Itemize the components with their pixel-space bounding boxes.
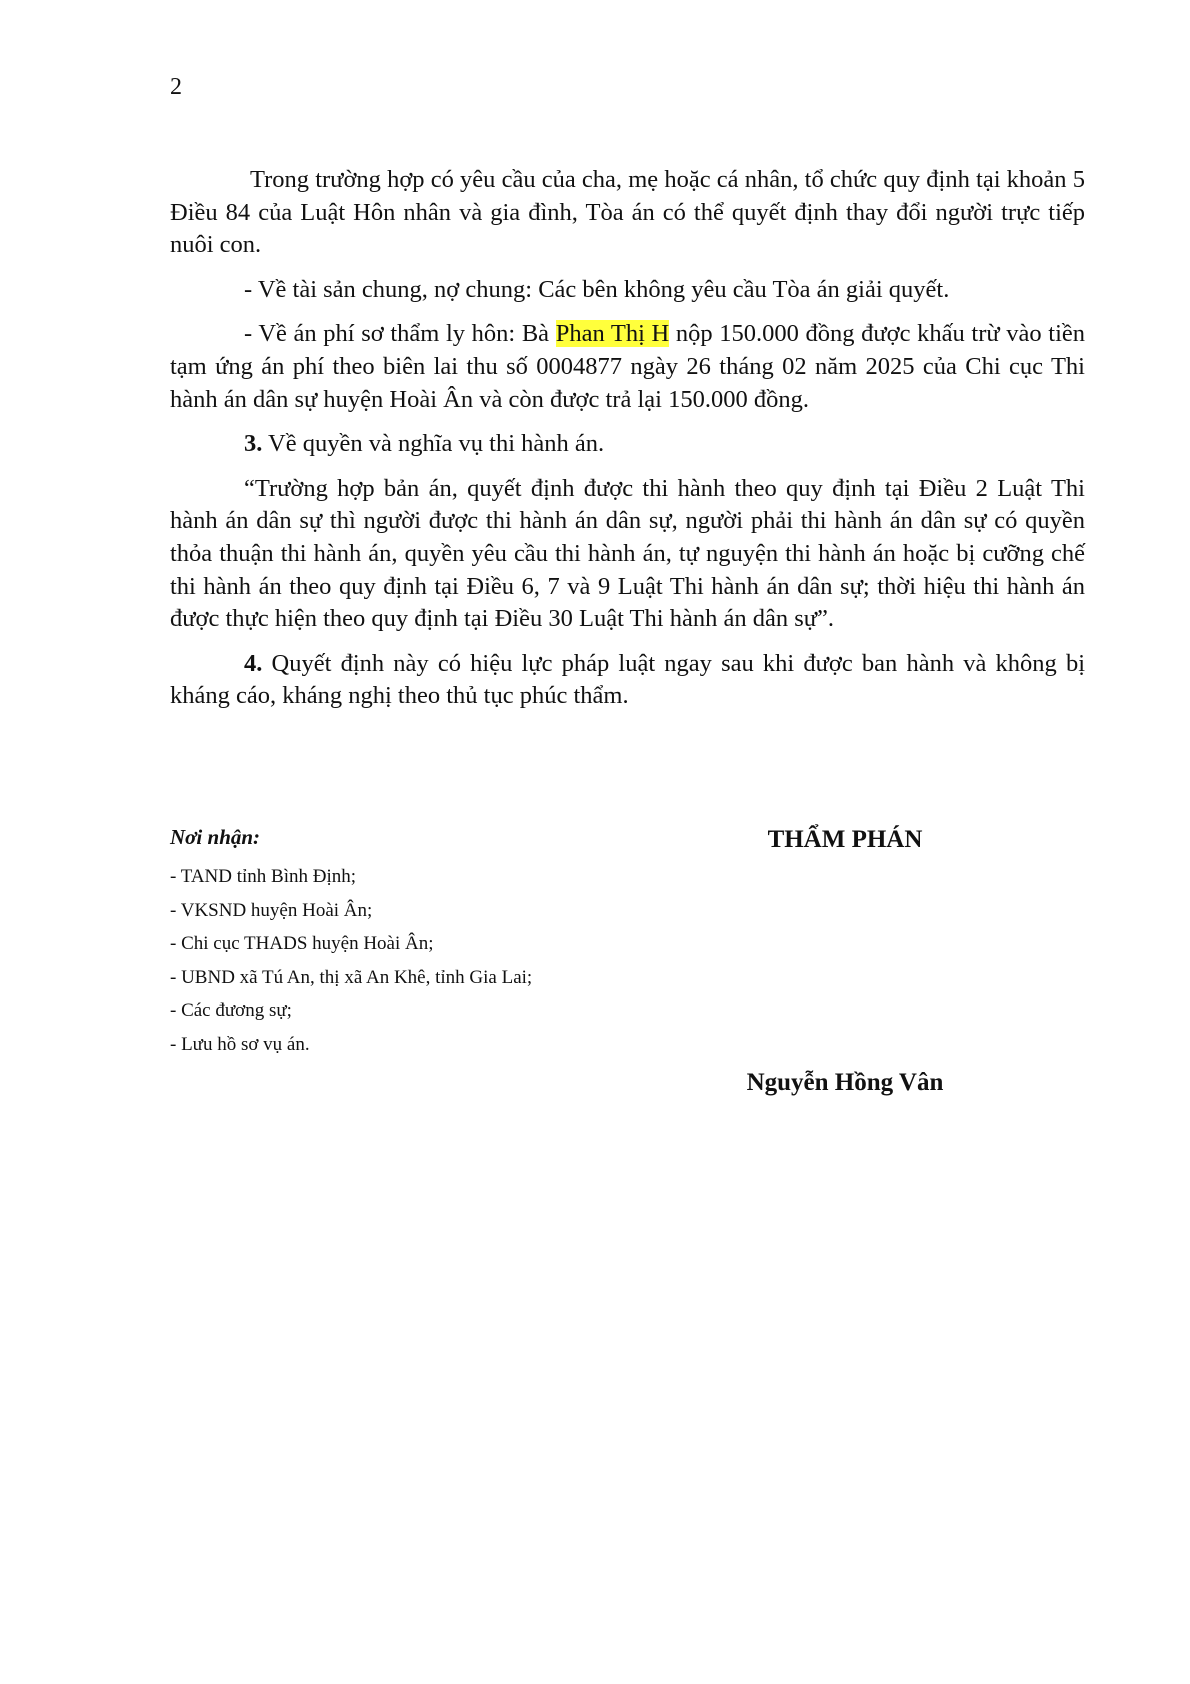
enforcement-heading-text: Về quyền và nghĩa vụ thi hành án. [262,430,605,458]
recipient-item: - Chi cục THADS huyện Hoài Ân; [170,933,434,954]
recipients-block [170,825,532,1061]
recipient-item: - Các đương sự; [170,1000,292,1021]
court-fee-text-end: nộp 150.000 đồng được khấu trừ vào tiền tạm ứng án phí theo biên lai thu số 0004877 ngày 26 tháng 02 năm 2025 của Chi cục Thi hành án dân sự huyện Hoài Ân và còn được trả lại 150.000 đồng. [170,320,1086,413]
highlighted-party-name: Phan Thị H [555,320,670,348]
enforcement-quote-paragraph: “Trường hợp bản án, quyết định được thi hành theo quy định tại Điều 2 Luật Thi hành án dân sự thì người được thi hành án dân sự, người phải thi hành án dân sự có quyền thỏa thuận thi hành án, quyền yêu cầu thi hành án, tự nguyện thi hành án hoặc bị cưỡng chế thi hành án theo quy định tại Điều 6, 7 và 9 Luật Thi hành án dân sự; thời hiệu thi hành án được thực hiện theo quy định tại Điều 30 Luật Thi hành án dân sự”. [170,474,1085,633]
custody-change-paragraph: Trong trường hợp có yêu cầu của cha, mẹ hoặc cá nhân, tổ chức quy định tại khoản 5 Điều 84 của Luật Hôn nhân và gia đình, Tòa án có thể quyết định thay đổi người trực tiếp nuôi con. [170,166,1085,259]
court-fee-paragraph [170,318,1085,416]
recipients-list [170,860,532,1061]
signer-title: THẨM PHÁN [767,826,923,853]
recipient-item: - TAND tỉnh Bình Định; [170,866,357,887]
recipient-item: - UBND xã Tú An, thị xã An Khê, tỉnh Gia Lai; [170,966,533,988]
recipient-item: - VKSND huyện Hoài Ân; [170,899,373,921]
common-property-paragraph: - Về tài sản chung, nợ chung: Các bên không yêu cầu Tòa án giải quyết. [244,275,950,303]
enforcement-heading-paragraph [170,428,1085,461]
document-body [170,164,1085,725]
effect-text: Quyết định này có hiệu lực pháp luật ngay sau khi được ban hành và không bị kháng cáo, kháng nghị theo thủ tục phúc thẩm. [170,649,1085,710]
recipients-title: Nơi nhận: [170,825,261,849]
page-number: 2 [170,74,182,100]
section-number-4: 4. [244,649,263,677]
section-number-3: 3. [244,430,263,458]
effect-paragraph [170,648,1085,713]
court-fee-text-start: - Về án phí sơ thẩm ly hôn: Bà [244,320,556,348]
signer-name: Nguyễn Hồng Vân [746,1069,944,1096]
recipient-item: - Lưu hồ sơ vụ án. [170,1033,310,1055]
